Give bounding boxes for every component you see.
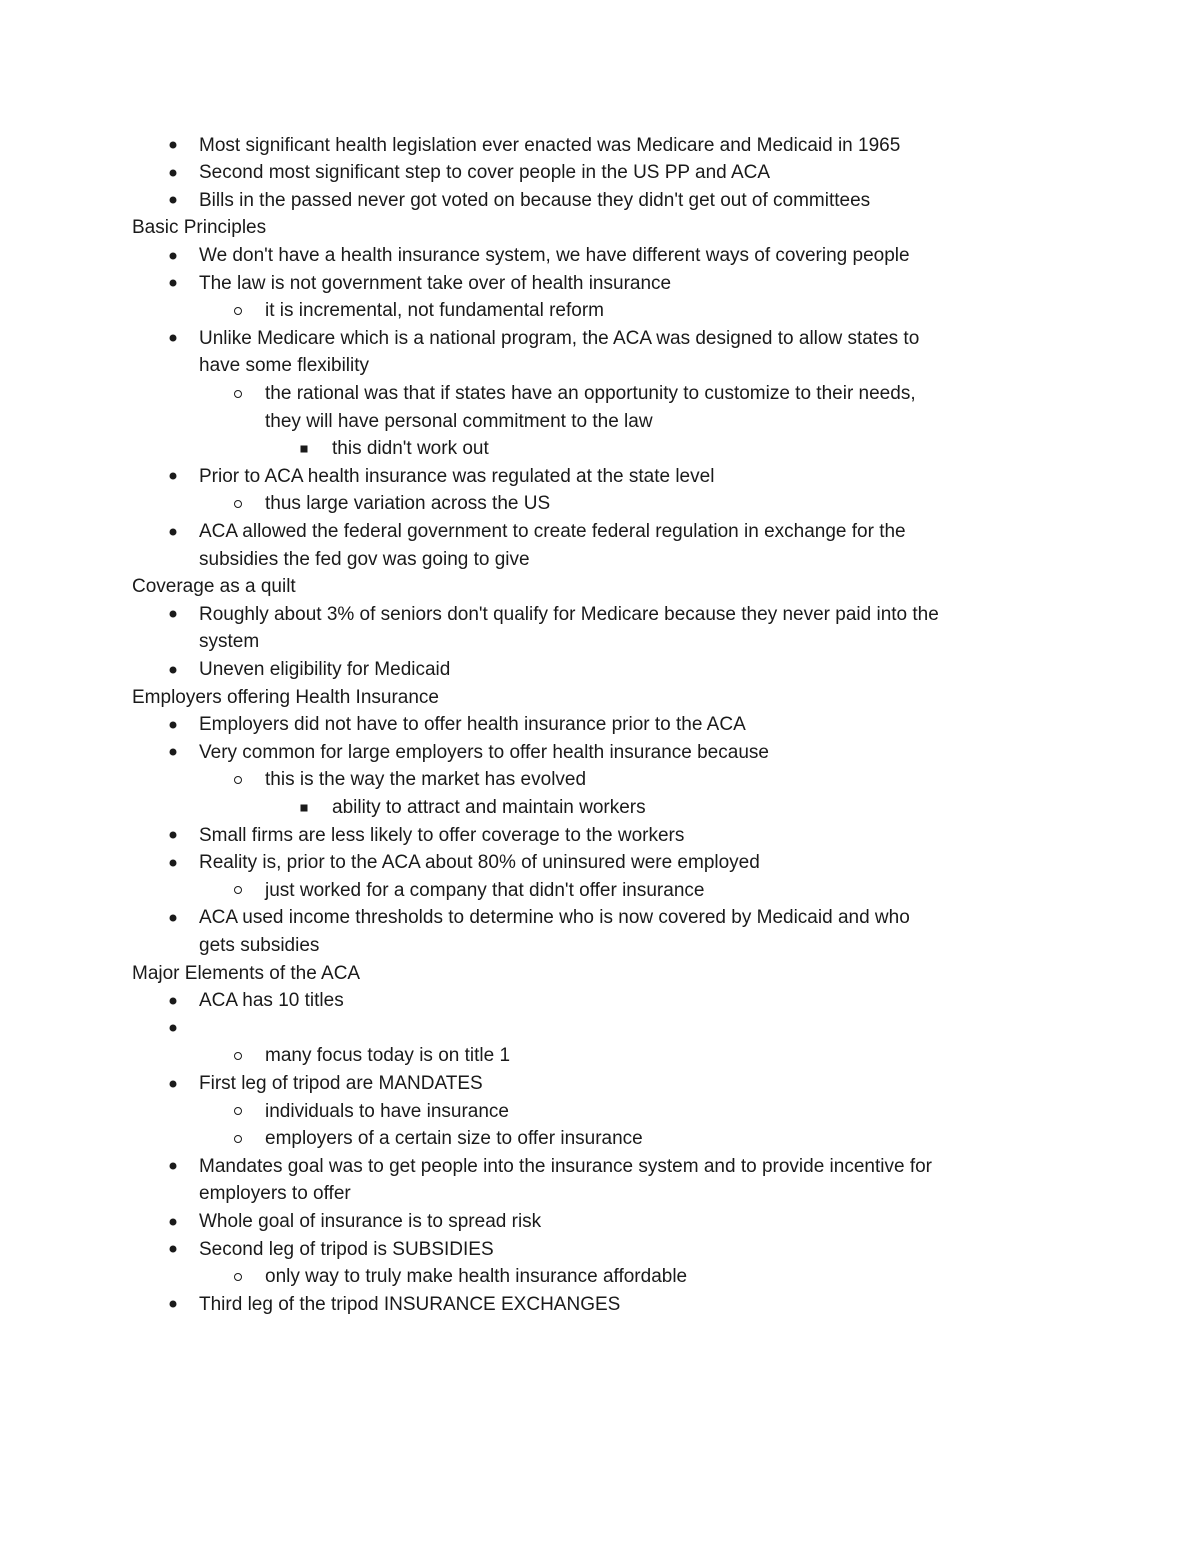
list-item [0,1015,1100,1043]
item-text: many focus today is on title 1 [265,1045,511,1067]
heading-text: Employers offering Health Insurance [132,686,439,708]
item-text: Reality is, prior to the ACA about 80% of uninsured were employed [199,852,760,874]
bullet-icon [167,822,179,850]
bullet-icon [167,739,179,767]
section-heading [0,214,1100,242]
bullet-icon [167,656,179,684]
bullet-icon [167,187,179,215]
item-text: Prior to ACA health insurance was regulated at the state level [199,465,715,487]
list-item [0,132,1100,160]
item-text: employers to offer [199,1183,351,1205]
list-item [0,270,1100,298]
item-text: Unlike Medicare which is a national program, the ACA was designed to allow states to [199,327,920,349]
item-text: it is incremental, not fundamental reform [265,300,604,322]
item-text: Employers did not have to offer health insurance prior to the ACA [199,714,746,736]
item-text: subsidies the fed gov was going to give [199,548,530,570]
list-item [0,739,1100,767]
square-bullet-icon [298,794,310,822]
bullet-icon [167,270,179,298]
list-item-continuation [0,932,1100,960]
list-item-continuation [0,546,1100,574]
list-item [0,1098,1100,1126]
item-text: only way to truly make health insurance affordable [265,1266,688,1288]
hollow-bullet-icon [232,297,244,325]
list-item-continuation [0,628,1100,656]
bullet-icon [167,518,179,546]
list-item [0,325,1100,353]
list-item [0,380,1100,408]
section-heading [0,573,1100,601]
list-item [0,601,1100,629]
item-text: Very common for large employers to offer health insurance because [199,741,769,763]
item-text: Bills in the passed never got voted on because they didn't get out of committees [199,189,871,211]
hollow-bullet-icon [232,877,244,905]
item-text: Most significant health legislation ever enacted was Medicare and Medicaid in 1965 [199,134,901,156]
hollow-bullet-icon [232,1263,244,1291]
item-text: just worked for a company that didn't offer insurance [265,879,705,901]
item-text: Third leg of the tripod INSURANCE EXCHANGES [199,1293,621,1315]
item-text: ability to attract and maintain workers [332,796,646,818]
list-item [0,1125,1100,1153]
list-item-continuation [0,408,1100,436]
item-text: this is the way the market has evolved [265,769,587,791]
list-item [0,1263,1100,1291]
list-item [0,463,1100,491]
item-text: they will have personal commitment to the law [265,410,653,432]
item-text: Small firms are less likely to offer coverage to the workers [199,824,685,846]
item-text: this didn't work out [332,438,489,460]
item-text: system [199,631,260,653]
item-text: Roughly about 3% of seniors don't qualify for Medicare because they never paid into the [199,603,939,625]
list-item [0,877,1100,905]
item-text: the rational was that if states have an opportunity to customize to their needs, [265,382,916,404]
item-text: individuals to have insurance [265,1100,509,1122]
item-text: Second most significant step to cover people in the US PP and ACA [199,162,771,184]
item-text: Whole goal of insurance is to spread risk [199,1210,542,1232]
list-item [0,187,1100,215]
list-item [0,822,1100,850]
bullet-icon [167,159,179,187]
bullet-icon [167,1153,179,1181]
list-item [0,490,1100,518]
list-item [0,794,1100,822]
list-item [0,1291,1100,1319]
item-text: Second leg of tripod is SUBSIDIES [199,1238,494,1260]
item-text: have some flexibility [199,355,370,377]
item-text: The law is not government take over of health insurance [199,272,672,294]
section-heading [0,960,1100,988]
list-item [0,242,1100,270]
bullet-icon [167,601,179,629]
list-item [0,849,1100,877]
item-text: thus large variation across the US [265,493,551,515]
list-item [0,904,1100,932]
list-item [0,518,1100,546]
bullet-icon [167,1236,179,1264]
item-text: First leg of tripod are MANDATES [199,1072,483,1094]
hollow-bullet-icon [232,490,244,518]
bullet-icon [167,132,179,160]
list-item [0,1208,1100,1236]
hollow-bullet-icon [232,1098,244,1126]
list-item [0,656,1100,684]
bullet-icon [167,904,179,932]
list-item-continuation [0,352,1100,380]
item-text: Uneven eligibility for Medicaid [199,658,451,680]
item-text: ACA has 10 titles [199,990,344,1012]
list-item [0,766,1100,794]
list-item [0,987,1100,1015]
bullet-icon [167,1291,179,1319]
item-text: employers of a certain size to offer insurance [265,1128,643,1150]
bullet-icon [167,463,179,491]
bullet-icon [167,325,179,353]
item-text: Mandates goal was to get people into the insurance system and to provide incentive for [199,1155,932,1177]
bullet-icon [167,987,179,1015]
heading-text: Major Elements of the ACA [132,962,361,984]
square-bullet-icon [298,435,310,463]
list-item [0,1236,1100,1264]
section-heading [0,684,1100,712]
heading-text: Basic Principles [132,217,267,239]
heading-text: Coverage as a quilt [132,576,296,598]
item-text: ACA used income thresholds to determine who is now covered by Medicaid and who [199,907,910,929]
bullet-icon [167,1070,179,1098]
bullet-icon [167,242,179,270]
item-text: We don't have a health insurance system, we have different ways of covering people [199,244,910,266]
bullet-icon [167,1015,179,1043]
hollow-bullet-icon [232,1125,244,1153]
list-item [0,1042,1100,1070]
list-item [0,435,1100,463]
list-item [0,711,1100,739]
hollow-bullet-icon [232,380,244,408]
bullet-icon [167,711,179,739]
list-item [0,297,1100,325]
list-item [0,159,1100,187]
hollow-bullet-icon [232,1042,244,1070]
list-item-continuation [0,1180,1100,1208]
item-text: gets subsidies [199,934,320,956]
hollow-bullet-icon [232,766,244,794]
bullet-icon [167,849,179,877]
list-item [0,1153,1100,1181]
bullet-icon [167,1208,179,1236]
list-item [0,1070,1100,1098]
item-text: ACA allowed the federal government to create federal regulation in exchange for the [199,520,906,542]
